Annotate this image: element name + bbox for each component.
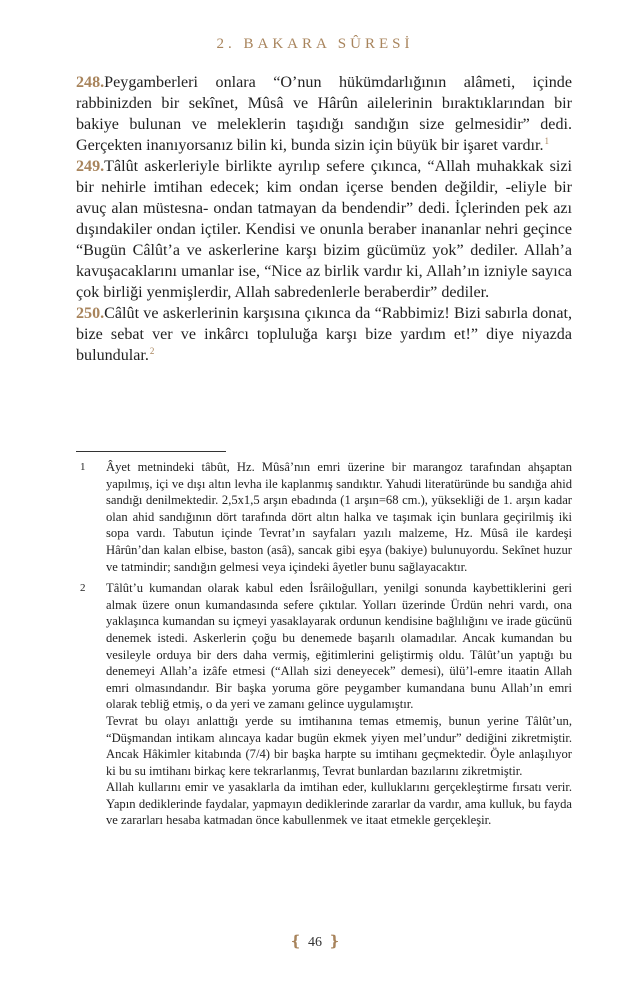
- footnote-paragraph: Âyet metnindeki tâbût, Hz. Mûsâ’nın emri üzerine bir marangoz tarafından ahşaptan yapılmış, içi ve dışı altın levha ile kaplanmış sandıktır. Yahudi literatüründe bu sandığa ahid sandığı denilmektedir. 2,5x1,5 arşın ebadında (1 arşın=68 cm.), yüksekliği de 1. arşın kadar olan ahid sandığının dört tarafında dört altın halka ve taşımak için bunlara geçirilmiş iki sopa vardı. Tabutun içinde Tevrat’ın sayfaları yazılı malzeme, Hz. Mûsâ ile kardeşi Hârûn’dan kalan elbise, baston (asâ), sancak gibi eşya (bakiye) bulunuyordu. Sekînet huzur ve tatmindir; sandığın gelmesi veya içindeki âyetler bunu sağlayacaktır.: [106, 460, 572, 574]
- footnote-divider: [76, 451, 226, 452]
- footnote-paragraph: Allah kullarını emir ve yasaklarla da imtihan eder, kulluklarını gerçekleştirme fırsatı verir. Yapın dediklerinde faydalar, yapmayın dediklerinde zararlar da vardır, ama kulluk, bu fayda ve zararları hesaba katmadan önce kabullenmek ve itaat etmekle gerçekleşir.: [106, 780, 572, 828]
- footnote-number: 2: [80, 582, 86, 595]
- verse-block: [76, 72, 572, 366]
- page-footer: [0, 932, 630, 951]
- footnote-ref[interactable]: 2: [149, 345, 155, 356]
- verse-text: Câlût ve askerlerinin karşısına çıkınca da “Rabbimiz! Bizi sabırla donat, bize sebat ver ve inkârcı topluluğa karşı bize yardım et!” diye niyazda bulundular.: [76, 305, 572, 364]
- ornament-left-icon: ❴: [289, 934, 302, 950]
- verse-number: 249.: [76, 158, 105, 175]
- verse-number: 250.: [76, 305, 105, 322]
- verse-249: [76, 156, 572, 303]
- footnote-paragraph: Tâlût’u kumandan olarak kabul eden İsrâiloğulları, yenilgi sonunda kaybettiklerini geri almak üzere onun kumandasında sefere çıktılar. Yolları üzerinde Ürdün nehri vardı, ona yaklaşınca kumandan su içmeyi yasaklayarak ordunun kendisine bağlılığını ve irade gücünü denemek istedi. Askerlerin çoğu bu denemede başarılı olamadılar. Ancak kumandan bu vesileyle orduya bir ders daha vermiş, eğitimlerini geliştirmiş oldu. Tâlût’un yaptığı bu denemeyi Allah’a izâfe etmesi (“Allah sizi deneyecek” demesi), ülü’l-emre itaatin Allah emri olmasındandır. Bir başka yoruma göre peygamber kumandana bunu Allah’ın emri olarak tebliğ etmiş, o da yeri ve zamanı gelince uygulamıştır.: [106, 581, 572, 712]
- verse-number: 248.: [76, 74, 105, 91]
- verse-text: Tâlût askerleriyle birlikte ayrılıp sefere çıkınca, “Allah muhakkak sizi bir nehirle imtihan edecek; kim ondan içerse benden değildir, -eliyle bir avuç alan müstesna- ondan tatmayan da bendendir” dedi. İçlerinden pek azı dışındakiler ondan içtiler. Kendisi ve onunla beraber inananlar nehri geçince “Bugün Câlût’a ve askerlerine karşı bizim gücümüz yok” dediler. Allah’a kavuşacaklarını umanlar ise, “Nice az birlik vardır ki, Allah’ın izniyle sayıca çok birliği yenmişlerdir, Allah sabredenlerle beraberdir” dediler.: [76, 158, 572, 301]
- running-header: 2. BAKARA SÛRESİ: [216, 36, 414, 52]
- verse-248: [76, 72, 572, 156]
- footnote-paragraph: Tevrat bu olayı anlattığı yerde su imtihanına temas etmemiş, bunun yerine Tâlût’un, “Düşmandan intikam alıncaya kadar bugün ekmek yiyen mel’undur” dediğini zikretmiştir. Ancak Hâkimler kitabında (7/4) bir başka harpte su imtihanı geçmektedir. Öyle anlaşılıyor ki bu su imtihanı birkaç kere tekrarlanmış, Tevrat bunlardan bazılarını zikretmiştir.: [106, 713, 572, 778]
- footnote-2: [76, 580, 572, 829]
- verse-250: [76, 303, 572, 366]
- footnote-1: [76, 459, 572, 575]
- footnotes: [76, 459, 572, 834]
- footnote-number: 1: [80, 461, 86, 473]
- footnote-ref[interactable]: 1: [544, 135, 549, 146]
- ornament-right-icon: ❵: [328, 934, 341, 950]
- page-number: 46: [308, 935, 322, 950]
- verse-text: Peygamberleri onlara “O’nun hükümdarlığının alâmeti, içinde rabbinizden bir sekînet, Mûsâ ve Hârûn ailelerinin bıraktıklarından bir bakiye bulunan ve meleklerin taşıdığı sandığın size gelmesidir” dedi. Gerçekten inanıyorsanız bilin ki, bunda sizin için büyük bir işaret vardır.: [76, 74, 572, 154]
